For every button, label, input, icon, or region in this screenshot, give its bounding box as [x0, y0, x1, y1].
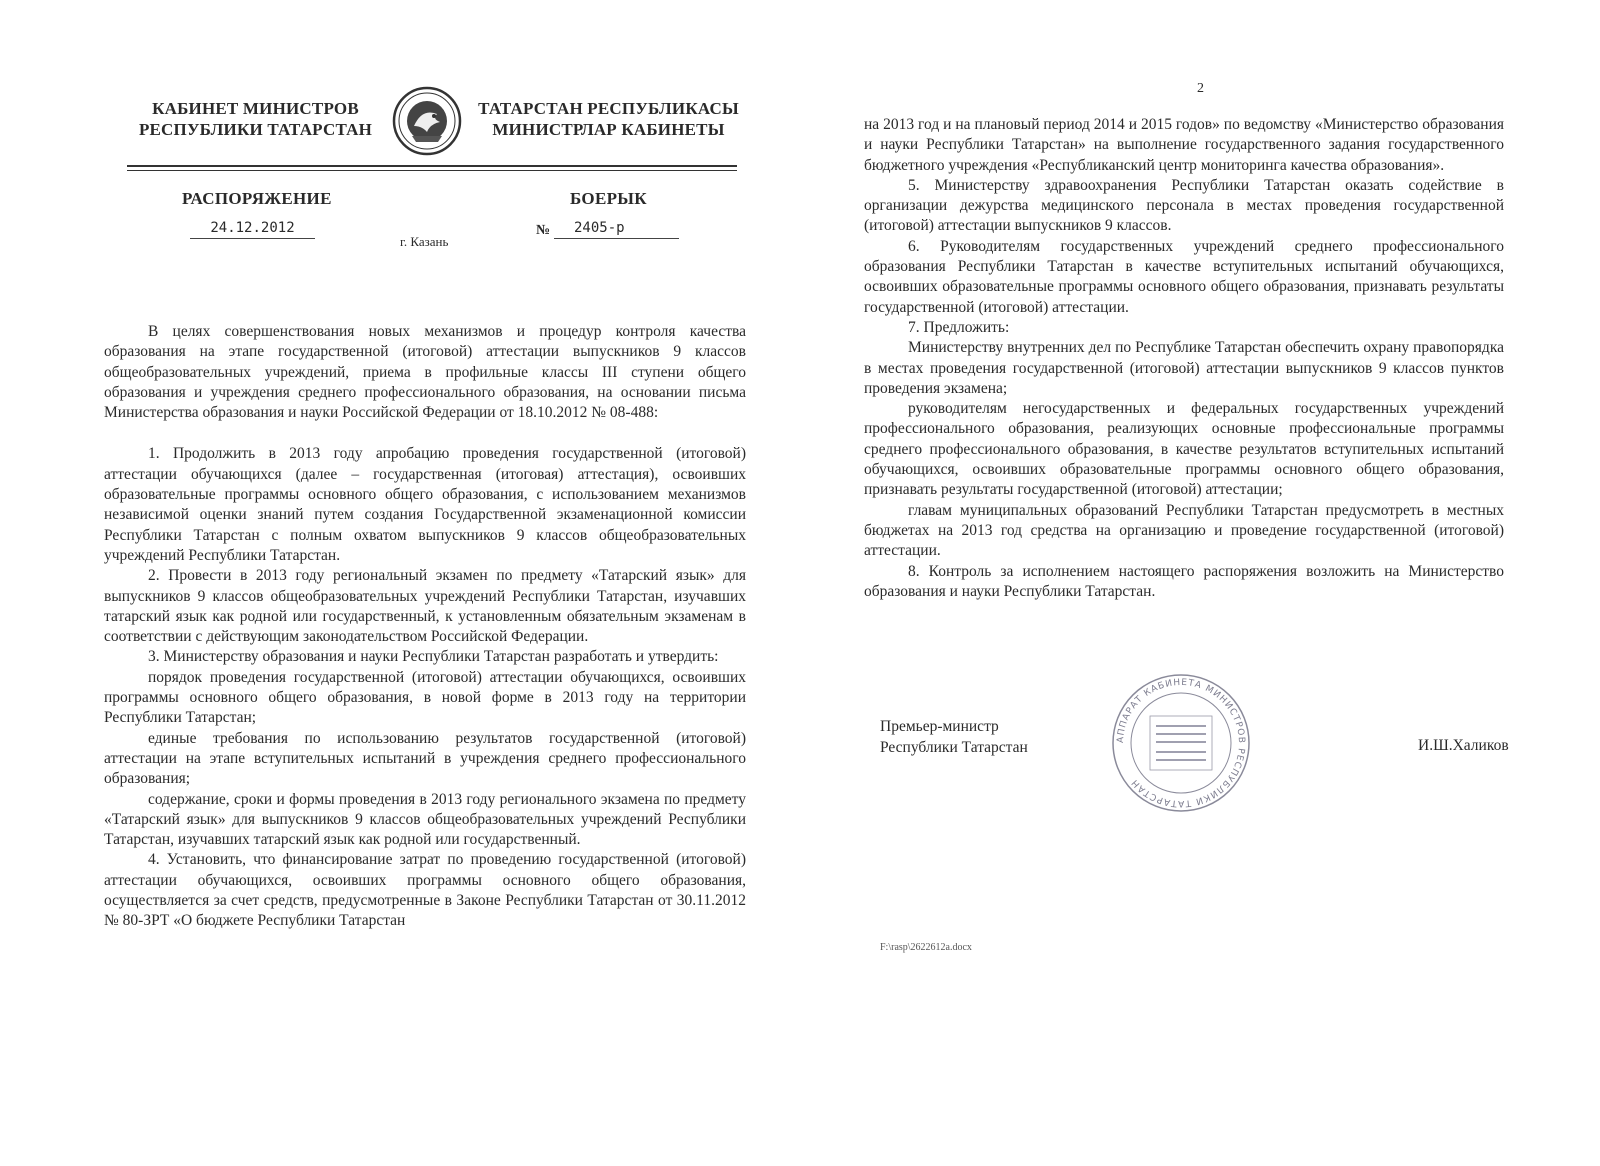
item-3-sub-3: содержание, сроки и формы проведения в 2013 году регионального экзамена по предмету «Татарский язык» для выпускников 9 классов общеобразовательных учреждений Республики Татарстан, изучавших татарский язык как родной или государственный. — [104, 790, 746, 849]
tatarstan-emblem-icon — [392, 86, 462, 156]
header-tt-line2: МИНИСТРЛАР КАБИНЕТЫ — [492, 120, 725, 139]
item-2: 2. Провести в 2013 году региональный экзамен по предмету «Татарский язык» для выпускников 9 классов общеобразовательных учреждений Республики Татарстан, изучавших татарский язык как родной или государственный, к установленным обязательным экзаменам в соответствии с действующим законодательством Российской Федерации. — [104, 567, 746, 646]
stamp-ring-text: АППАРАТ КАБИНЕТА МИНИСТРОВ РЕСПУБЛИКИ ТАТАРСТАН — [1115, 677, 1247, 809]
item-7-sub-3: главам муниципальных образований Республики Татарстан предусмотреть в местных бюджетах на 2013 год средства на организацию и проведение государственной (итоговой) аттестации. — [864, 501, 1504, 560]
signatory-name: И.Ш.Халиков — [1418, 737, 1509, 754]
item-4: 4. Установить, что финансирование затрат по проведению государственной (итоговой) аттестации обучающихся, освоивших программы основного общего образования, осуществляется за счет средств, предусмотренные в Законе Республики Татарстан от 30.11.2012 № 80-ЗРТ «О бюджете Республики Татарстан — [104, 851, 746, 930]
header-divider-thin — [127, 170, 737, 171]
item-7-sub-2: руководителям негосударственных и федеральных государственных учреждений профессионального образования, реализующих основные профессиональные программы среднего профессионального образования, в качестве результатов вступительных испытаний обучающихся, освоивших образовательные программы основного общего образования, признавать результаты государственной (итоговой) аттестации; — [864, 400, 1504, 499]
signatory-title-line1: Премьер-министр — [880, 718, 999, 735]
item-7-sub-1: Министерству внутренних дел по Республике Татарстан обеспечить охрану правопорядка в местах проведения государственной (итоговой) аттестации выпускников 9 классов пунктов проведения экзамена; — [864, 339, 1504, 397]
page-2-body — [864, 115, 1504, 602]
doc-number: 2405-р — [554, 220, 679, 239]
signatory-title — [880, 716, 1028, 758]
item-7: 7. Предложить: — [908, 318, 1010, 336]
header-tt-line1: ТАТАРСТАН РЕСПУБЛИКАСЫ — [478, 99, 739, 118]
header-ru-line2: РЕСПУБЛИКИ ТАТАРСТАН — [138, 120, 373, 139]
header-tatar — [476, 98, 741, 140]
item-3-sub-2: единые требования по использованию результатов государственной (итоговой) аттестации на этапе вступительных испытаний в учреждения среднего профессионального образования; — [104, 729, 746, 788]
item-4-continued: на 2013 год и на плановый период 2014 и 2015 годов» по ведомству «Министерство образования и науки Республики Татарстан» на выполнение государственного задания государственного бюджетного учреждения «Республиканский центр мониторинга качества образования». — [864, 116, 1504, 174]
header-ru-line1: КАБИНЕТ МИНИСТРОВ — [152, 99, 359, 118]
item-6: 6. Руководителям государственных учреждений среднего профессионального образования Республики Татарстан в качестве вступительных испытаний обучающихся, освоивших образовательные программы основного общего образования, признавать результаты государственной (итоговой) аттестации. — [864, 237, 1504, 316]
doc-date: 24.12.2012 — [190, 220, 315, 239]
file-path: F:\rasp\2622612a.docx — [880, 942, 972, 953]
item-8: 8. Контроль за исполнением настоящего распоряжения возложить на Министерство образования и науки Республики Татарстан. — [864, 562, 1504, 600]
header-russian — [138, 98, 373, 140]
doc-type-russian: РАСПОРЯЖЕНИЕ — [182, 189, 332, 208]
official-stamp-icon — [1110, 672, 1252, 814]
page-2 — [800, 0, 1600, 1166]
doc-city: г. Казань — [400, 234, 449, 249]
number-sign: № — [536, 223, 551, 238]
signatory-title-line2: Республики Татарстан — [880, 739, 1028, 756]
item-5: 5. Министерству здравоохранения Республики Татарстан оказать содействие в организации дежурства медицинского персонала в местах проведения государственной (итоговой) аттестации выпускников 9 классов. — [864, 176, 1504, 235]
item-3: 3. Министерству образования и науки Республики Татарстан разработать и утвердить: — [148, 648, 719, 666]
doc-type-tatar: БОЕРЫК — [570, 189, 647, 208]
page-number: 2 — [1197, 81, 1204, 96]
item-1: 1. Продолжить в 2013 году апробацию проведения государственной (итоговой) аттестации обучающихся (далее – государственная (итоговая) аттестация), освоивших образовательные программы основного общего образования, с использованием механизмов независимой оценки знаний путем создания Государственной экзаменационной комиссии Республики Татарстан с полным охватом выпускников 9 классов общеобразовательных учреждений Республики Татарстан. — [104, 445, 746, 564]
item-3-sub-1: порядок проведения государственной (итоговой) аттестации обучающихся, освоивших программы основного общего образования, в новой форме в 2013 году на территории Республики Татарстан; — [104, 668, 746, 727]
header-divider — [127, 165, 737, 167]
preamble: В целях совершенствования новых механизмов и процедур контроля качества образования на этапе государственной (итоговой) аттестации выпускников 9 классов общеобразовательных учреждений, приема в профильные классы III ступени общего образования и учреждения среднего профессионального образования, на основании письма Министерства образования и науки Российской Федерации от 18.10.2012 № 08-488: — [104, 323, 746, 422]
page-1-body — [104, 322, 746, 932]
